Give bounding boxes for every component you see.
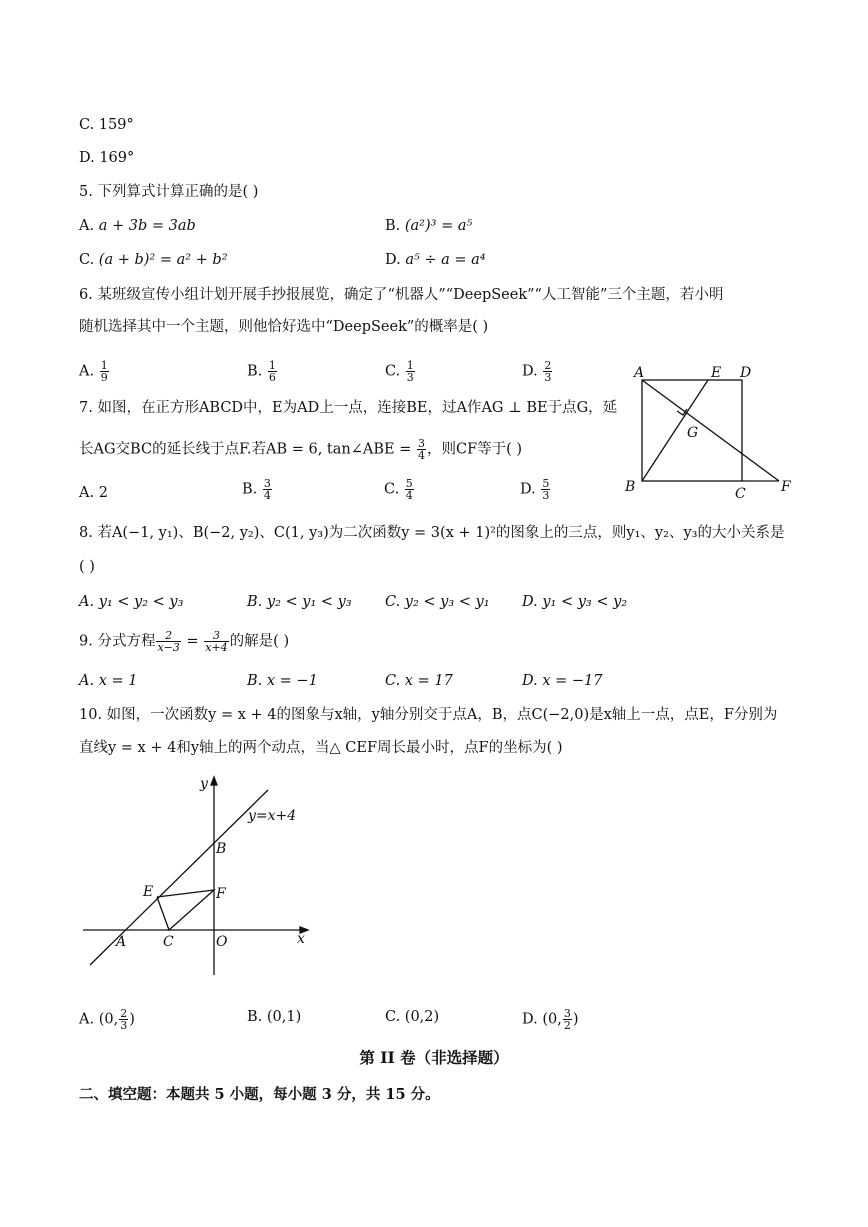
q8-option-a: A. y₁ < y₂ < y₃ [79, 594, 184, 610]
triangle-cef [157, 890, 214, 930]
label-f: F [216, 886, 226, 902]
q9-option-a: A. x = 1 [79, 673, 138, 689]
fraction: $\frac{2}{3}$ [544, 359, 552, 384]
y-axis-arrow [211, 777, 217, 785]
label-line-equation: y=x+4 [248, 808, 297, 824]
part2-title: 第 II 卷（非选择题） [359, 1048, 509, 1067]
label-a: A [116, 934, 127, 950]
label-f: F [781, 479, 791, 495]
q10-option-c: C. (0,2) [385, 1009, 440, 1025]
fraction: $\frac{1}{6}$ [268, 359, 276, 384]
q6-option-a: A. $\frac{1}{9}$ [79, 359, 108, 384]
label-c: C [735, 486, 746, 500]
label-d: D [740, 365, 752, 381]
fraction: $\frac{3}{4}$ [263, 477, 271, 502]
q7-stem-line1: 7. 如图，在正方形ABCD中，E为AD上一点，连接BE，过A作AG ⊥ BE于点G，延 [79, 400, 618, 416]
q9-stem: 9. 分式方程 $\frac{2}{x-3}$ = $\frac{3}{x+4}$ 的解是( ) [79, 629, 290, 654]
q10-option-a: A. (0, $\frac{2}{3}$ ) [79, 1007, 135, 1032]
q7-square-figure [625, 360, 800, 500]
fraction: $\frac{1}{9}$ [100, 359, 108, 384]
q5-option-b: B. (a²)³ = a⁵ [385, 218, 473, 234]
q9-option-b: B. x = −1 [247, 673, 318, 689]
q7-option-c: C. $\frac{5}{4}$ [384, 477, 413, 502]
label-b: B [625, 479, 636, 495]
fraction: $\frac{1}{3}$ [406, 359, 414, 384]
fraction: $\frac{3}{x+4}$ [205, 629, 228, 654]
fraction: $\frac{2}{x-3}$ [157, 629, 180, 654]
q5-option-d: D. a⁵ ÷ a = a⁴ [385, 252, 486, 268]
label-o: O [216, 934, 228, 950]
q6-option-d: D. $\frac{2}{3}$ [522, 359, 552, 384]
q5-stem: 5. 下列算式计算正确的是( ) [79, 184, 259, 200]
q4-option-d: D. 169° [79, 150, 135, 166]
q10-coordinate-figure [78, 770, 318, 980]
q7-option-d: D. $\frac{5}{3}$ [520, 477, 550, 502]
q7-option-b: B. $\frac{3}{4}$ [242, 477, 271, 502]
q9-option-d: D. x = −17 [522, 673, 603, 689]
q7-option-a: A. 2 [79, 485, 108, 501]
segment-af [642, 380, 779, 481]
q10-option-d: D. (0, $\frac{3}{2}$ ) [522, 1007, 579, 1032]
fraction: $\frac{3}{4}$ [417, 437, 425, 462]
fraction: $\frac{5}{3}$ [542, 477, 550, 502]
section2-heading: 二、填空题：本题共 5 小题，每小题 3 分，共 15 分。 [79, 1086, 440, 1103]
q8-option-d: D. y₁ < y₃ < y₂ [522, 594, 628, 610]
label-x-axis: x [297, 931, 305, 947]
fraction: $\frac{5}{4}$ [405, 477, 413, 502]
q5-option-a: A. a + 3b = 3ab [79, 218, 196, 234]
fraction: $\frac{2}{3}$ [120, 1007, 128, 1032]
label-g: G [687, 425, 699, 441]
fraction: $\frac{3}{2}$ [563, 1007, 571, 1032]
q9-option-c: C. x = 17 [385, 673, 453, 689]
q8-stem-line1: 8. 若A(−1, y₁)、B(−2, y₂)、C(1, y₃)为二次函数y = 3(x + 1)²的图象上的三点，则y₁、y₂、y₃的大小关系是 [79, 525, 785, 541]
label-e: E [711, 365, 722, 381]
q10-option-b: B. (0,1) [247, 1009, 302, 1025]
q8-option-c: C. y₂ < y₃ < y₁ [385, 594, 490, 610]
q10-stem-line1: 10. 如图，一次函数y = x + 4的图象与x轴，y轴分别交于点A，B，点C(−2,0)是x轴上一点，点E，F分别为 [79, 707, 778, 723]
label-c: C [163, 934, 174, 950]
label-b: B [216, 841, 227, 857]
q5-option-c: C. (a + b)² = a² + b² [79, 252, 228, 268]
label-y-axis: y [200, 776, 208, 792]
q7-stem-line2: 长AG交BC的延长线于点F.若AB = 6, tan∠ABE = $\frac{3}{4}$ ，则CF等于( ) [79, 437, 523, 462]
label-a: A [634, 365, 645, 381]
q4-option-c: C. 159° [79, 117, 134, 133]
q6-option-c: C. $\frac{1}{3}$ [385, 359, 414, 384]
label-e: E [143, 884, 154, 900]
q6-option-b: B. $\frac{1}{6}$ [247, 359, 276, 384]
q6-stem-line2: 随机选择其中一个主题，则他恰好选中“DeepSeek”的概率是( ) [79, 319, 489, 335]
q6-stem-line1: 6. 某班级宣传小组计划开展手抄报展览，确定了“机器人”“DeepSeek”“人工智能”三个主题，若小明 [79, 287, 724, 303]
q8-stem-line2: ( ) [79, 559, 95, 575]
q8-option-b: B. y₂ < y₁ < y₃ [247, 594, 352, 610]
q10-stem-line2: 直线y = x + 4和y轴上的两个动点，当△ CEF周长最小时，点F的坐标为( ) [79, 740, 563, 756]
